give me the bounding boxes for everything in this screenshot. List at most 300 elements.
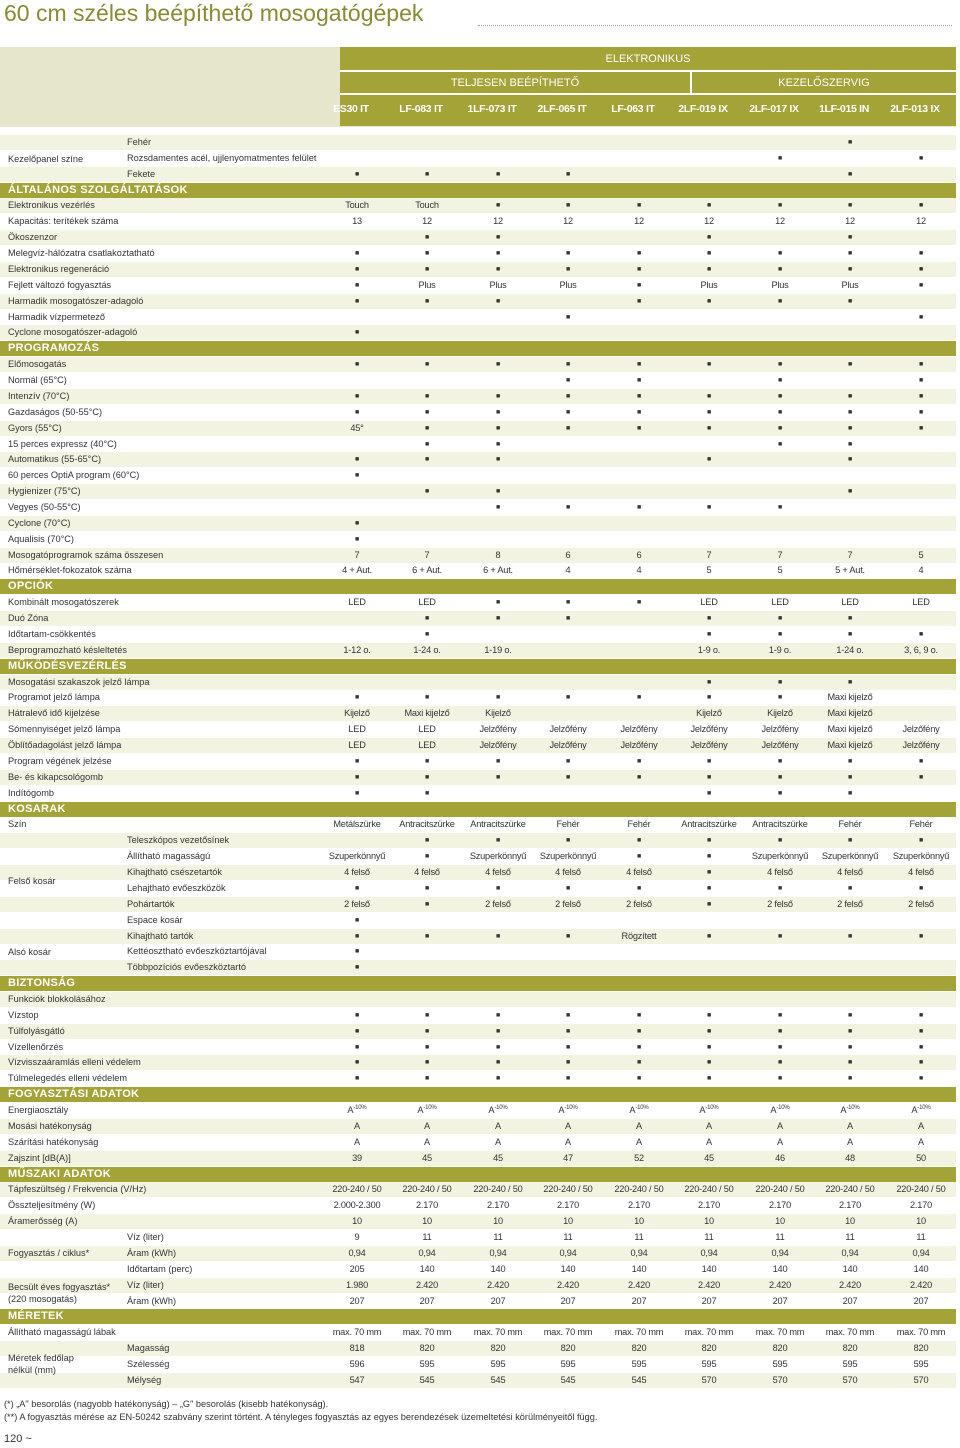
cell-text: 3, 6, 9 o. bbox=[904, 644, 938, 655]
cell-value bbox=[886, 1278, 956, 1293]
cell-value bbox=[392, 738, 462, 753]
cell-value bbox=[392, 817, 462, 832]
feature-mark-icon: ■ bbox=[918, 773, 924, 781]
cell-text: Maxi kijelző bbox=[827, 708, 873, 719]
cell-value bbox=[322, 722, 392, 737]
cell-value bbox=[815, 1230, 885, 1245]
cell-value bbox=[815, 278, 885, 293]
table-row bbox=[0, 595, 956, 610]
cell-value bbox=[392, 1198, 462, 1213]
row-label: Időtartam-csökkentés bbox=[8, 628, 96, 639]
row-label: Áramerősség (A) bbox=[8, 1216, 78, 1227]
cell-text: 570 bbox=[701, 1374, 717, 1385]
section-title: MÉRETEK bbox=[8, 1310, 64, 1323]
cell-text: A bbox=[488, 1105, 495, 1116]
cell-value bbox=[533, 1103, 603, 1118]
cell-text: 820 bbox=[913, 1343, 929, 1354]
cell-text: Jelzőfény bbox=[902, 740, 940, 751]
feature-mark-icon: ■ bbox=[706, 1011, 712, 1019]
cell-value bbox=[674, 1230, 744, 1245]
cell-text: 595 bbox=[701, 1358, 717, 1369]
table-row bbox=[0, 929, 956, 944]
cell-value bbox=[463, 563, 533, 578]
cell-text: Antracitszürke bbox=[470, 819, 526, 830]
cell-text: 12 bbox=[775, 216, 785, 227]
feature-mark-icon: ■ bbox=[424, 773, 430, 781]
cell-value bbox=[745, 1278, 815, 1293]
row-label: Kettéosztható evőeszköztartójával bbox=[127, 946, 267, 957]
table-row bbox=[0, 770, 956, 785]
cell-text: A bbox=[636, 1136, 642, 1147]
cell-value bbox=[322, 563, 392, 578]
cell-value bbox=[322, 198, 392, 213]
cell-text: Kijelző bbox=[344, 708, 370, 719]
cell-value bbox=[322, 1325, 392, 1340]
feature-mark-icon: ■ bbox=[424, 234, 430, 242]
feature-mark-icon: ■ bbox=[706, 789, 712, 797]
cell-value bbox=[886, 849, 956, 864]
row-label: Időtartam (perc) bbox=[127, 1263, 193, 1274]
cell-text: 207 bbox=[419, 1295, 435, 1306]
feature-mark-icon: ■ bbox=[354, 472, 360, 480]
feature-mark-icon: ■ bbox=[706, 884, 712, 892]
table-row bbox=[0, 1151, 956, 1166]
cell-text: 1.980 bbox=[346, 1279, 368, 1290]
feature-mark-icon: ■ bbox=[636, 408, 642, 416]
feature-mark-icon: ■ bbox=[495, 250, 501, 258]
cell-text: 6 + Aut. bbox=[483, 565, 513, 576]
table-row bbox=[0, 706, 956, 721]
feature-mark-icon: ■ bbox=[354, 1075, 360, 1083]
cell-text: 1-9 o. bbox=[697, 644, 721, 655]
cell-value bbox=[322, 1182, 392, 1197]
feature-mark-icon: ■ bbox=[777, 424, 783, 432]
section-header bbox=[0, 1309, 956, 1324]
cell-value bbox=[322, 1262, 392, 1277]
cell-text: A bbox=[847, 1120, 853, 1131]
table-row bbox=[0, 1182, 956, 1197]
section-title: BIZTONSÁG bbox=[8, 977, 76, 990]
feature-mark-icon: ■ bbox=[636, 757, 642, 765]
cell-value bbox=[322, 1135, 392, 1150]
cell-value bbox=[815, 1198, 885, 1213]
cell-text: LED bbox=[841, 597, 859, 608]
cell-text: 207 bbox=[772, 1295, 788, 1306]
cell-text: max. 70 mm bbox=[896, 1327, 946, 1338]
energy-class-suffix: -10% bbox=[776, 1105, 790, 1112]
table-row bbox=[0, 1119, 956, 1134]
cell-value bbox=[604, 929, 674, 944]
cell-value bbox=[745, 214, 815, 229]
cell-text: 220-240 / 50 bbox=[614, 1184, 664, 1195]
section-title: MŰKÖDÉSVEZÉRLÉS bbox=[8, 659, 127, 672]
cell-text: LED bbox=[700, 597, 718, 608]
feature-mark-icon: ■ bbox=[706, 615, 712, 623]
cell-value bbox=[604, 865, 674, 880]
feature-mark-icon: ■ bbox=[777, 1075, 783, 1083]
feature-mark-icon: ■ bbox=[847, 408, 853, 416]
feature-mark-icon: ■ bbox=[706, 900, 712, 908]
cell-text: 595 bbox=[772, 1358, 788, 1369]
cell-value bbox=[674, 1135, 744, 1150]
cell-text: A bbox=[629, 1105, 636, 1116]
feature-mark-icon: ■ bbox=[424, 853, 430, 861]
cell-text: 2.170 bbox=[839, 1200, 861, 1211]
table-row bbox=[0, 1262, 956, 1277]
cell-text: 595 bbox=[913, 1358, 929, 1369]
cell-value bbox=[604, 1325, 674, 1340]
row-label: Melegvíz-hálózatra csatlakoztatható bbox=[8, 248, 155, 259]
feature-mark-icon: ■ bbox=[565, 1059, 571, 1067]
feature-mark-icon: ■ bbox=[777, 1043, 783, 1051]
feature-mark-icon: ■ bbox=[847, 265, 853, 273]
cell-text: max. 70 mm bbox=[755, 1327, 805, 1338]
cell-value bbox=[392, 595, 462, 610]
feature-mark-icon: ■ bbox=[636, 599, 642, 607]
cell-text: 4 felső bbox=[344, 867, 370, 878]
cell-text: 7 bbox=[706, 549, 712, 560]
title-dotted-rule bbox=[478, 25, 952, 26]
section-title: OPCIÓK bbox=[8, 580, 54, 593]
table-row bbox=[0, 1214, 956, 1229]
cell-text: 7 bbox=[354, 549, 360, 560]
cell-value bbox=[604, 1278, 674, 1293]
feature-mark-icon: ■ bbox=[847, 488, 853, 496]
feature-mark-icon: ■ bbox=[354, 361, 360, 369]
cell-value bbox=[463, 817, 533, 832]
cell-text: 4 felső bbox=[555, 867, 581, 878]
feature-mark-icon: ■ bbox=[424, 900, 430, 908]
cell-text: 11 bbox=[493, 1232, 503, 1243]
feature-mark-icon: ■ bbox=[636, 884, 642, 892]
cell-text: 220-240 / 50 bbox=[755, 1184, 805, 1195]
feature-mark-icon: ■ bbox=[636, 1027, 642, 1035]
cell-value bbox=[886, 1294, 956, 1309]
feature-mark-icon: ■ bbox=[918, 361, 924, 369]
cell-value bbox=[745, 1246, 815, 1261]
cell-text: LED bbox=[418, 724, 436, 735]
feature-mark-icon: ■ bbox=[847, 837, 853, 845]
cell-text: 4 felső bbox=[767, 867, 793, 878]
cell-text: 2 felső bbox=[485, 898, 511, 909]
cell-text: Maxi kijelző bbox=[827, 724, 873, 735]
cell-value bbox=[392, 1262, 462, 1277]
feature-mark-icon: ■ bbox=[565, 377, 571, 385]
row-label: Állítható magasságú bbox=[127, 851, 211, 862]
cell-value bbox=[463, 1341, 533, 1356]
feature-mark-icon: ■ bbox=[495, 488, 501, 496]
row-label: Fejlett változó fogyasztás bbox=[8, 279, 112, 290]
cell-text: 2.420 bbox=[839, 1279, 861, 1290]
feature-mark-icon: ■ bbox=[565, 694, 571, 702]
cell-value bbox=[463, 722, 533, 737]
feature-mark-icon: ■ bbox=[565, 1011, 571, 1019]
table-row bbox=[0, 611, 956, 626]
cell-text: LED bbox=[348, 724, 366, 735]
cell-text: 12 bbox=[563, 216, 573, 227]
cell-value bbox=[392, 1135, 462, 1150]
cell-value bbox=[533, 278, 603, 293]
group-label-dimensions bbox=[8, 1352, 74, 1376]
cell-text: Kijelző bbox=[485, 708, 511, 719]
model-header: 1LF-015 IN bbox=[818, 102, 870, 115]
row-label: Állítható magasságú lábak bbox=[8, 1327, 116, 1338]
feature-mark-icon: ■ bbox=[565, 1043, 571, 1051]
cell-value bbox=[886, 738, 956, 753]
cell-text: Plus bbox=[559, 279, 577, 290]
cell-text: 39 bbox=[352, 1152, 362, 1163]
model-header: LF-063 IT bbox=[611, 102, 655, 115]
feature-mark-icon: ■ bbox=[424, 297, 430, 305]
feature-mark-icon: ■ bbox=[495, 773, 501, 781]
cell-text: 220-240 / 50 bbox=[332, 1184, 382, 1195]
feature-mark-icon: ■ bbox=[424, 615, 430, 623]
feature-mark-icon: ■ bbox=[636, 853, 642, 861]
cell-value bbox=[886, 722, 956, 737]
cell-text: 207 bbox=[913, 1295, 929, 1306]
cell-value bbox=[392, 865, 462, 880]
cell-text: 2.420 bbox=[557, 1279, 579, 1290]
cell-value bbox=[392, 1294, 462, 1309]
cell-text: 595 bbox=[842, 1358, 858, 1369]
cell-value bbox=[322, 738, 392, 753]
feature-mark-icon: ■ bbox=[565, 599, 571, 607]
cell-value bbox=[604, 1230, 674, 1245]
cell-text: 596 bbox=[349, 1358, 365, 1369]
cell-text: 4 felső bbox=[626, 867, 652, 878]
cell-value bbox=[674, 817, 744, 832]
cell-value bbox=[322, 595, 392, 610]
cell-value bbox=[674, 1373, 744, 1388]
feature-mark-icon: ■ bbox=[918, 932, 924, 940]
row-label: Hygienizer (75°C) bbox=[8, 486, 81, 497]
row-label: Előmosogatás bbox=[8, 359, 67, 370]
cell-text: 11 bbox=[422, 1232, 432, 1243]
feature-mark-icon: ■ bbox=[354, 1059, 360, 1067]
cell-text: 4 felső bbox=[908, 867, 934, 878]
cell-text: 0,94 bbox=[841, 1247, 859, 1258]
cell-value bbox=[745, 1214, 815, 1229]
feature-mark-icon: ■ bbox=[847, 234, 853, 242]
feature-mark-icon: ■ bbox=[424, 488, 430, 496]
cell-value bbox=[815, 1357, 885, 1372]
feature-mark-icon: ■ bbox=[777, 297, 783, 305]
cell-value bbox=[886, 1119, 956, 1134]
cell-text: A bbox=[565, 1136, 571, 1147]
cell-text: 11 bbox=[775, 1232, 785, 1243]
feature-mark-icon: ■ bbox=[424, 440, 430, 448]
cell-value bbox=[392, 563, 462, 578]
cell-text: Antracitszürke bbox=[399, 819, 455, 830]
cell-text: max. 70 mm bbox=[402, 1327, 452, 1338]
cell-value bbox=[815, 1341, 885, 1356]
table-row bbox=[0, 1135, 956, 1150]
cell-value bbox=[815, 595, 885, 610]
feature-mark-icon: ■ bbox=[565, 170, 571, 178]
cell-value bbox=[886, 1151, 956, 1166]
cell-text: A bbox=[699, 1105, 706, 1116]
row-label: Zajszint [dB(A)] bbox=[8, 1152, 71, 1163]
cell-value bbox=[604, 1357, 674, 1372]
cell-value bbox=[392, 1119, 462, 1134]
feature-mark-icon: ■ bbox=[777, 202, 783, 210]
feature-mark-icon: ■ bbox=[424, 170, 430, 178]
cell-value bbox=[745, 643, 815, 658]
cell-text: 10 bbox=[775, 1216, 785, 1227]
cell-text: Fehér bbox=[909, 819, 933, 830]
feature-mark-icon: ■ bbox=[918, 757, 924, 765]
cell-text: A bbox=[558, 1105, 565, 1116]
cell-text: A bbox=[565, 1120, 571, 1131]
feature-mark-icon: ■ bbox=[354, 964, 360, 972]
cell-text: 595 bbox=[419, 1358, 435, 1369]
cell-text: 820 bbox=[419, 1343, 435, 1354]
row-label: Túlmelegedés elleni védelem bbox=[8, 1073, 127, 1084]
cell-value bbox=[604, 817, 674, 832]
feature-mark-icon: ■ bbox=[636, 1075, 642, 1083]
feature-mark-icon: ■ bbox=[918, 392, 924, 400]
cell-value bbox=[674, 1246, 744, 1261]
table-row bbox=[0, 881, 956, 896]
table-row bbox=[0, 865, 956, 880]
table-row bbox=[0, 913, 956, 928]
table-row bbox=[0, 1008, 956, 1023]
table-row bbox=[0, 151, 956, 166]
cell-text: 6 + Aut. bbox=[412, 565, 442, 576]
feature-mark-icon: ■ bbox=[495, 234, 501, 242]
feature-mark-icon: ■ bbox=[565, 408, 571, 416]
row-label: Vízellenőrzés bbox=[8, 1041, 64, 1052]
feature-mark-icon: ■ bbox=[354, 773, 360, 781]
cell-text: 4 + Aut. bbox=[342, 565, 372, 576]
feature-mark-icon: ■ bbox=[354, 757, 360, 765]
feature-mark-icon: ■ bbox=[565, 265, 571, 273]
header-fully-integrated: TELJESEN BEÉPÍTHETŐ bbox=[340, 70, 692, 93]
cell-value bbox=[886, 548, 956, 563]
section-header bbox=[0, 579, 956, 594]
cell-value bbox=[463, 849, 533, 864]
row-label: Espace kosár bbox=[127, 914, 183, 925]
table-row bbox=[0, 690, 956, 705]
section-header bbox=[0, 659, 956, 674]
energy-class-suffix: -10% bbox=[353, 1105, 367, 1112]
cell-value bbox=[463, 1373, 533, 1388]
cell-value bbox=[392, 1230, 462, 1245]
cell-text: Jelzőfény bbox=[620, 740, 658, 751]
cell-text: Jelzőfény bbox=[690, 740, 728, 751]
cell-text: 220-240 / 50 bbox=[825, 1184, 875, 1195]
cell-value bbox=[886, 1198, 956, 1213]
feature-mark-icon: ■ bbox=[636, 773, 642, 781]
cell-text: 207 bbox=[560, 1295, 576, 1306]
feature-mark-icon: ■ bbox=[495, 1075, 501, 1083]
cell-value bbox=[463, 1151, 533, 1166]
cell-value bbox=[322, 897, 392, 912]
cell-text: 2.420 bbox=[628, 1279, 650, 1290]
feature-mark-icon: ■ bbox=[354, 1043, 360, 1051]
feature-mark-icon: ■ bbox=[847, 424, 853, 432]
feature-mark-icon: ■ bbox=[918, 630, 924, 638]
feature-mark-icon: ■ bbox=[565, 424, 571, 432]
cell-text: LED bbox=[348, 597, 366, 608]
feature-mark-icon: ■ bbox=[847, 456, 853, 464]
table-row bbox=[0, 468, 956, 483]
row-label: Sómennyiséget jelző lámpa bbox=[8, 724, 121, 735]
cell-value bbox=[463, 897, 533, 912]
cell-value bbox=[674, 1278, 744, 1293]
cell-value bbox=[886, 1230, 956, 1245]
table-row bbox=[0, 563, 956, 578]
feature-mark-icon: ■ bbox=[847, 884, 853, 892]
feature-mark-icon: ■ bbox=[777, 1011, 783, 1019]
feature-mark-icon: ■ bbox=[777, 932, 783, 940]
feature-mark-icon: ■ bbox=[847, 139, 853, 146]
table-row bbox=[0, 1024, 956, 1039]
feature-mark-icon: ■ bbox=[847, 297, 853, 305]
cell-value bbox=[533, 548, 603, 563]
cell-text: 570 bbox=[913, 1374, 929, 1385]
cell-value bbox=[533, 1119, 603, 1134]
cell-text: 220-240 / 50 bbox=[543, 1184, 593, 1195]
annual-consumption-line-1: Becsült éves fogyasztás* bbox=[8, 1282, 111, 1292]
feature-mark-icon: ■ bbox=[706, 456, 712, 464]
cell-value bbox=[463, 548, 533, 563]
cell-text: 2 felső bbox=[908, 898, 934, 909]
cell-value bbox=[392, 1151, 462, 1166]
cell-value bbox=[392, 214, 462, 229]
cell-text: Jelzőfény bbox=[479, 724, 517, 735]
cell-value bbox=[815, 1119, 885, 1134]
feature-mark-icon: ■ bbox=[918, 250, 924, 258]
feature-mark-icon: ■ bbox=[706, 265, 712, 273]
feature-mark-icon: ■ bbox=[495, 170, 501, 178]
cell-text: 7 bbox=[847, 549, 853, 560]
feature-mark-icon: ■ bbox=[777, 757, 783, 765]
cell-value bbox=[322, 1294, 392, 1309]
feature-mark-icon: ■ bbox=[777, 884, 783, 892]
cell-value bbox=[533, 1325, 603, 1340]
cell-text: 47 bbox=[563, 1152, 573, 1163]
cell-text: max. 70 mm bbox=[332, 1327, 382, 1338]
row-label: Vízvisszaáramlás elleni védelem bbox=[8, 1057, 141, 1068]
table-row bbox=[0, 548, 956, 563]
feature-mark-icon: ■ bbox=[847, 1059, 853, 1067]
row-label: Lehajtható evőeszközök bbox=[127, 882, 226, 893]
feature-mark-icon: ■ bbox=[777, 837, 783, 845]
cell-text: Maxi kijelző bbox=[827, 740, 873, 751]
cell-value bbox=[463, 1262, 533, 1277]
cell-text: Kijelző bbox=[696, 708, 722, 719]
cell-text: 140 bbox=[490, 1263, 506, 1274]
cell-text: 207 bbox=[490, 1295, 506, 1306]
cell-value bbox=[604, 1294, 674, 1309]
cell-text: 570 bbox=[772, 1374, 788, 1385]
cell-value bbox=[815, 722, 885, 737]
row-label: Magasság bbox=[127, 1343, 170, 1354]
cell-value bbox=[674, 563, 744, 578]
cell-value bbox=[533, 1278, 603, 1293]
cell-text: 12 bbox=[493, 216, 503, 227]
cell-text: 45 bbox=[493, 1152, 503, 1163]
cell-value bbox=[815, 1262, 885, 1277]
cell-value bbox=[815, 849, 885, 864]
row-label: Ökoszenzor bbox=[8, 232, 58, 243]
row-label: Teleszkópos vezetősínek bbox=[127, 835, 230, 846]
cell-text: 820 bbox=[772, 1343, 788, 1354]
feature-mark-icon: ■ bbox=[354, 932, 360, 940]
cell-text: 2.420 bbox=[769, 1279, 791, 1290]
cell-value bbox=[674, 1119, 744, 1134]
